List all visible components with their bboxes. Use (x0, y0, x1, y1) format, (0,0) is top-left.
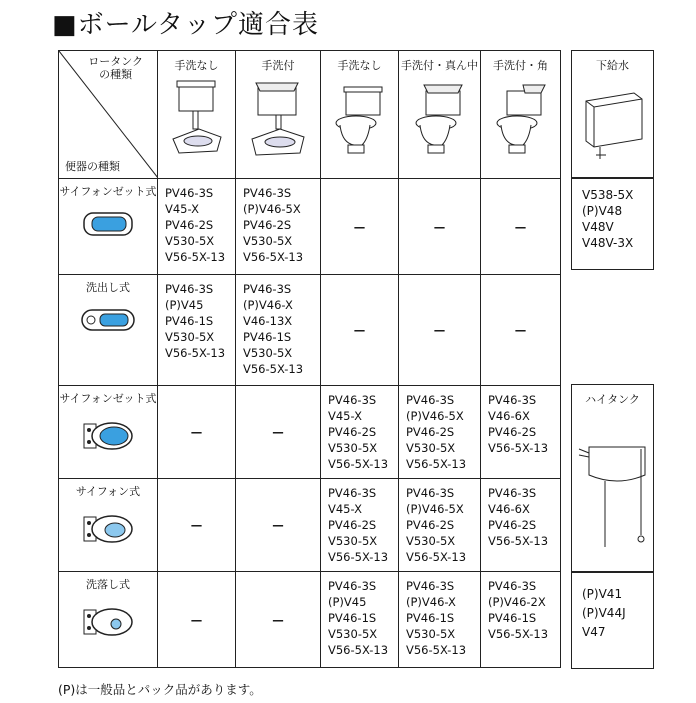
model-item: V45-X (328, 409, 362, 423)
model-item: (P)V46-5X (406, 502, 464, 516)
model-item: V56-5X-13 (328, 550, 389, 564)
col-header-label: 手洗付・角 (493, 59, 548, 72)
header-row (59, 51, 561, 179)
model-item: V56-5X-13 (406, 550, 467, 564)
model-item: PV46-2S (165, 218, 214, 232)
model-item: PV46-2S (243, 218, 292, 232)
bowl-type-label: サイフォン式 (75, 485, 141, 498)
col-header-5 (481, 51, 561, 179)
cell-r2-c1 (158, 275, 236, 386)
western-washdown-icon (80, 602, 136, 642)
squat-siphon-jet-icon (80, 209, 136, 239)
model-item: PV46-1S (328, 611, 377, 625)
high-tank-icon (575, 435, 651, 555)
cell-r2-c4: — (399, 275, 481, 386)
col-header-2 (236, 51, 321, 179)
tank-center-basin-toilet-icon (408, 79, 472, 161)
model-item: PV46-3S (328, 579, 377, 593)
col-header-3 (321, 51, 399, 179)
squat-washout-icon (78, 305, 138, 335)
table-row (59, 179, 561, 275)
cell-r4-c1: — (158, 479, 236, 572)
model-item: V530-5X (328, 534, 378, 548)
col-header-label: 手洗付・真ん中 (401, 59, 478, 72)
cell-r5-c1: — (158, 572, 236, 668)
model-item: V56-5X-13 (406, 643, 467, 657)
bowl-type-label: サイフォンゼット式 (59, 392, 157, 405)
cell-r3-c4 (399, 386, 481, 479)
tank-type-l2: の種類 (99, 68, 133, 81)
tank-corner-basin-toilet-icon (489, 79, 553, 161)
tank-squat-icon (165, 79, 229, 161)
lower-supply-header (571, 50, 654, 178)
model-item: PV46-3S (328, 486, 377, 500)
model-item: V530-5X (243, 234, 293, 248)
tank-basin-squat-icon (246, 79, 310, 161)
model-item: PV46-2S (488, 518, 537, 532)
model-item: (P)V41 (582, 587, 623, 601)
model-item: V530-5X (406, 441, 456, 455)
model-item: V56-5X-13 (328, 457, 389, 471)
lower-supply-label: 下給水 (596, 59, 629, 72)
model-item: (P)V45 (165, 298, 204, 312)
model-item: V530-5X (165, 330, 215, 344)
table-row (59, 275, 561, 386)
model-item: PV46-3S (165, 186, 214, 200)
model-item: V538-5X (582, 188, 634, 202)
cell-r5-c4 (399, 572, 481, 668)
model-item: V56-5X-13 (243, 362, 304, 376)
model-item: (P)V46-X (243, 298, 293, 312)
compatibility-table (58, 50, 561, 668)
bowl-type-cell (59, 275, 158, 386)
model-item: PV46-1S (488, 611, 537, 625)
model-item: (P)V46-5X (406, 409, 464, 423)
model-item: (P)V46-X (406, 595, 456, 609)
model-item: V47 (582, 625, 606, 639)
cell-r1-c2 (236, 179, 321, 275)
bowl-type-label: 洗出し式 (86, 281, 130, 294)
model-item: PV46-3S (243, 282, 292, 296)
table-row (59, 572, 561, 668)
model-item: PV46-3S (488, 486, 537, 500)
cell-r5-c5 (481, 572, 561, 668)
bowl-type-label: サイフォンゼット式 (59, 185, 157, 198)
model-item: V48V (582, 220, 614, 234)
model-item: PV46-2S (328, 425, 377, 439)
bowl-type-label: 洗落し式 (86, 578, 130, 591)
model-item: V56-5X-13 (165, 250, 226, 264)
col-header-label: 手洗なし (174, 59, 219, 72)
tank-type-label (88, 55, 143, 81)
model-item: V530-5X (165, 234, 215, 248)
cell-r1-c4: — (399, 179, 481, 275)
tank-toilet-icon (328, 79, 392, 161)
col-header-4 (399, 51, 481, 179)
page-title (52, 4, 319, 41)
model-item: V56-5X-13 (488, 441, 549, 455)
western-siphon-jet-icon (80, 416, 136, 456)
table-row (59, 386, 561, 479)
model-item: V46-6X (488, 409, 530, 423)
model-item: (P)V44J (582, 606, 626, 620)
model-item: PV46-3S (243, 186, 292, 200)
model-item: V45-X (165, 202, 199, 216)
cell-r1-c5: — (481, 179, 561, 275)
cell-r4-c3 (321, 479, 399, 572)
model-item: PV46-3S (488, 579, 537, 593)
cell-r1-c1 (158, 179, 236, 275)
model-item: V46-6X (488, 502, 530, 516)
high-tank-label: ハイタンク (585, 393, 640, 406)
model-item: PV46-2S (406, 425, 455, 439)
model-item: V56-5X-13 (165, 346, 226, 360)
lower-supply-models (571, 178, 654, 270)
high-tank-models (571, 572, 654, 669)
western-siphon-icon (80, 509, 136, 549)
model-item: V530-5X (243, 346, 293, 360)
bowl-type-cell (59, 179, 158, 275)
model-item: PV46-3S (406, 393, 455, 407)
col-header-1 (158, 51, 236, 179)
model-item: V56-5X-13 (243, 250, 304, 264)
model-item: V45-X (328, 502, 362, 516)
high-tank-header (571, 384, 654, 572)
cell-r4-c2: — (236, 479, 321, 572)
title-text: ■ボールタップ適合表 (52, 10, 320, 40)
cell-r5-c2: — (236, 572, 321, 668)
cell-r5-c3 (321, 572, 399, 668)
model-item: PV46-3S (406, 579, 455, 593)
model-item: PV46-1S (406, 611, 455, 625)
model-item: PV46-3S (328, 393, 377, 407)
model-item: V56-5X-13 (488, 534, 549, 548)
footnote: (P)は一般品とパック品があります。 (58, 682, 262, 697)
model-item: PV46-1S (165, 314, 214, 328)
bowl-type-cell (59, 479, 158, 572)
table-row (59, 479, 561, 572)
model-item: V530-5X (328, 441, 378, 455)
model-item: V530-5X (406, 627, 456, 641)
bowl-type-cell (59, 572, 158, 668)
cell-r2-c3: — (321, 275, 399, 386)
cell-r4-c4 (399, 479, 481, 572)
model-item: PV46-2S (328, 518, 377, 532)
cell-r3-c5 (481, 386, 561, 479)
model-item: PV46-2S (406, 518, 455, 532)
model-item: PV46-3S (165, 282, 214, 296)
col-header-label: 手洗付 (261, 59, 295, 72)
tank-type-l1: ロータンク (88, 55, 143, 68)
model-item: (P)V45 (328, 595, 367, 609)
cell-r3-c1: — (158, 386, 236, 479)
model-item: PV46-2S (488, 425, 537, 439)
cell-r3-c3 (321, 386, 399, 479)
model-item: V48V-3X (582, 236, 634, 250)
model-item: (P)V48 (582, 204, 623, 218)
model-item: V530-5X (406, 534, 456, 548)
col-header-label: 手洗なし (337, 59, 382, 72)
cell-r2-c5: — (481, 275, 561, 386)
model-item: PV46-1S (243, 330, 292, 344)
cell-r3-c2: — (236, 386, 321, 479)
model-item: V56-5X-13 (406, 457, 467, 471)
lower-supply-tank-icon (578, 81, 648, 161)
model-item: V46-13X (243, 314, 293, 328)
model-item: PV46-3S (488, 393, 537, 407)
cell-r4-c5 (481, 479, 561, 572)
bowl-type-cell (59, 386, 158, 479)
model-item: V530-5X (328, 627, 378, 641)
bowl-type-label: 便器の種類 (65, 160, 120, 173)
model-item: (P)V46-5X (243, 202, 301, 216)
model-item: PV46-3S (406, 486, 455, 500)
cell-r2-c2 (236, 275, 321, 386)
cell-r1-c3: — (321, 179, 399, 275)
model-item: V56-5X-13 (488, 627, 549, 641)
corner-header (59, 51, 158, 179)
model-item: (P)V46-2X (488, 595, 546, 609)
model-item: V56-5X-13 (328, 643, 389, 657)
